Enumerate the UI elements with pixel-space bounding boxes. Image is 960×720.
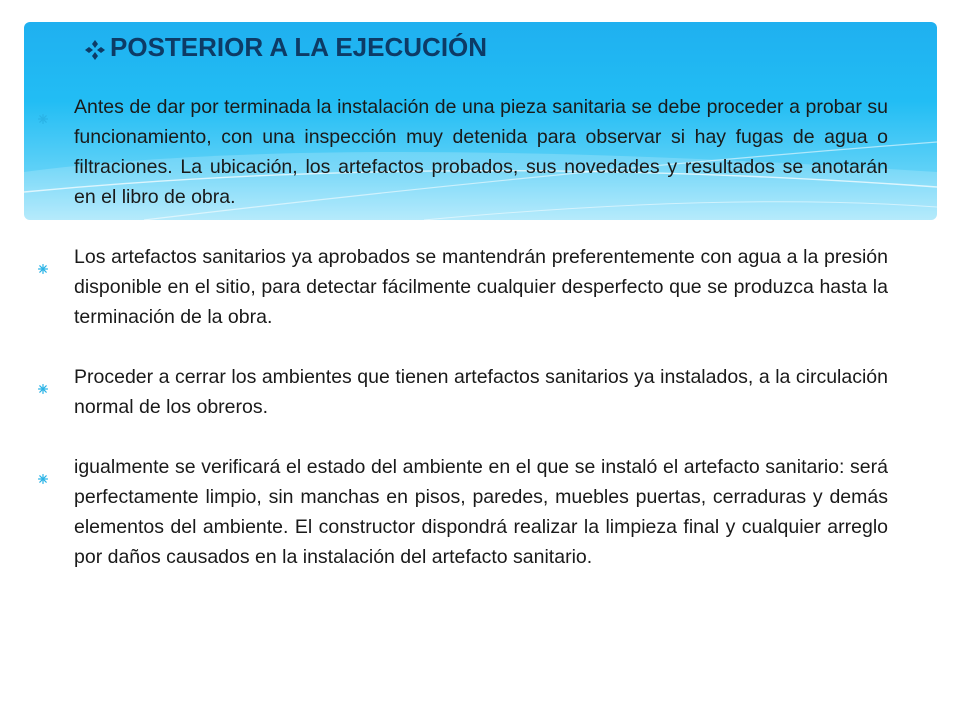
asterisk-bullet-icon (38, 103, 48, 113)
list-item-text: Antes de dar por terminada la instalación de una pieza sanitaria se debe proceder a probar su funcionamiento, con una inspección muy detenida para observar si hay fugas de agua o filtraciones. La ubicación, los artefactos probados, sus novedades y resultados se anotarán en el libro de obra. (74, 96, 888, 208)
asterisk-bullet-icon (38, 373, 48, 383)
list-item-text: igualmente se verificará el estado del ambiente en el que se instaló el artefacto sanitario: será perfectamente limpio, sin manchas en pisos, paredes, muebles puertas, cerraduras y demás elementos del ambiente. El constructor dispondrá realizar la limpieza final y cualquier arreglo por daños causados en la instalación del artefacto sanitario. (74, 456, 888, 568)
list-item-4 (38, 452, 888, 572)
asterisk-bullet-icon (38, 463, 48, 473)
list-item-3 (38, 362, 888, 422)
diamond-cluster-bullet-icon (84, 37, 106, 59)
slide-title-text: POSTERIOR A LA EJECUCIÓN (110, 32, 488, 62)
list-item-text: Los artefactos sanitarios ya aprobados se mantendrán preferentemente con agua a la presión disponible en el sitio, para detectar fácilmente cualquier desperfecto que se produzca hasta la terminación de la obra. (74, 246, 888, 328)
list-item-text: Proceder a cerrar los ambientes que tienen artefactos sanitarios ya instalados, a la circulación normal de los obreros. (74, 366, 888, 418)
asterisk-bullet-icon (38, 253, 48, 263)
slide-title (84, 32, 487, 63)
list-item-1 (38, 92, 888, 212)
list-item-2 (38, 242, 888, 332)
bullet-list (38, 92, 888, 572)
